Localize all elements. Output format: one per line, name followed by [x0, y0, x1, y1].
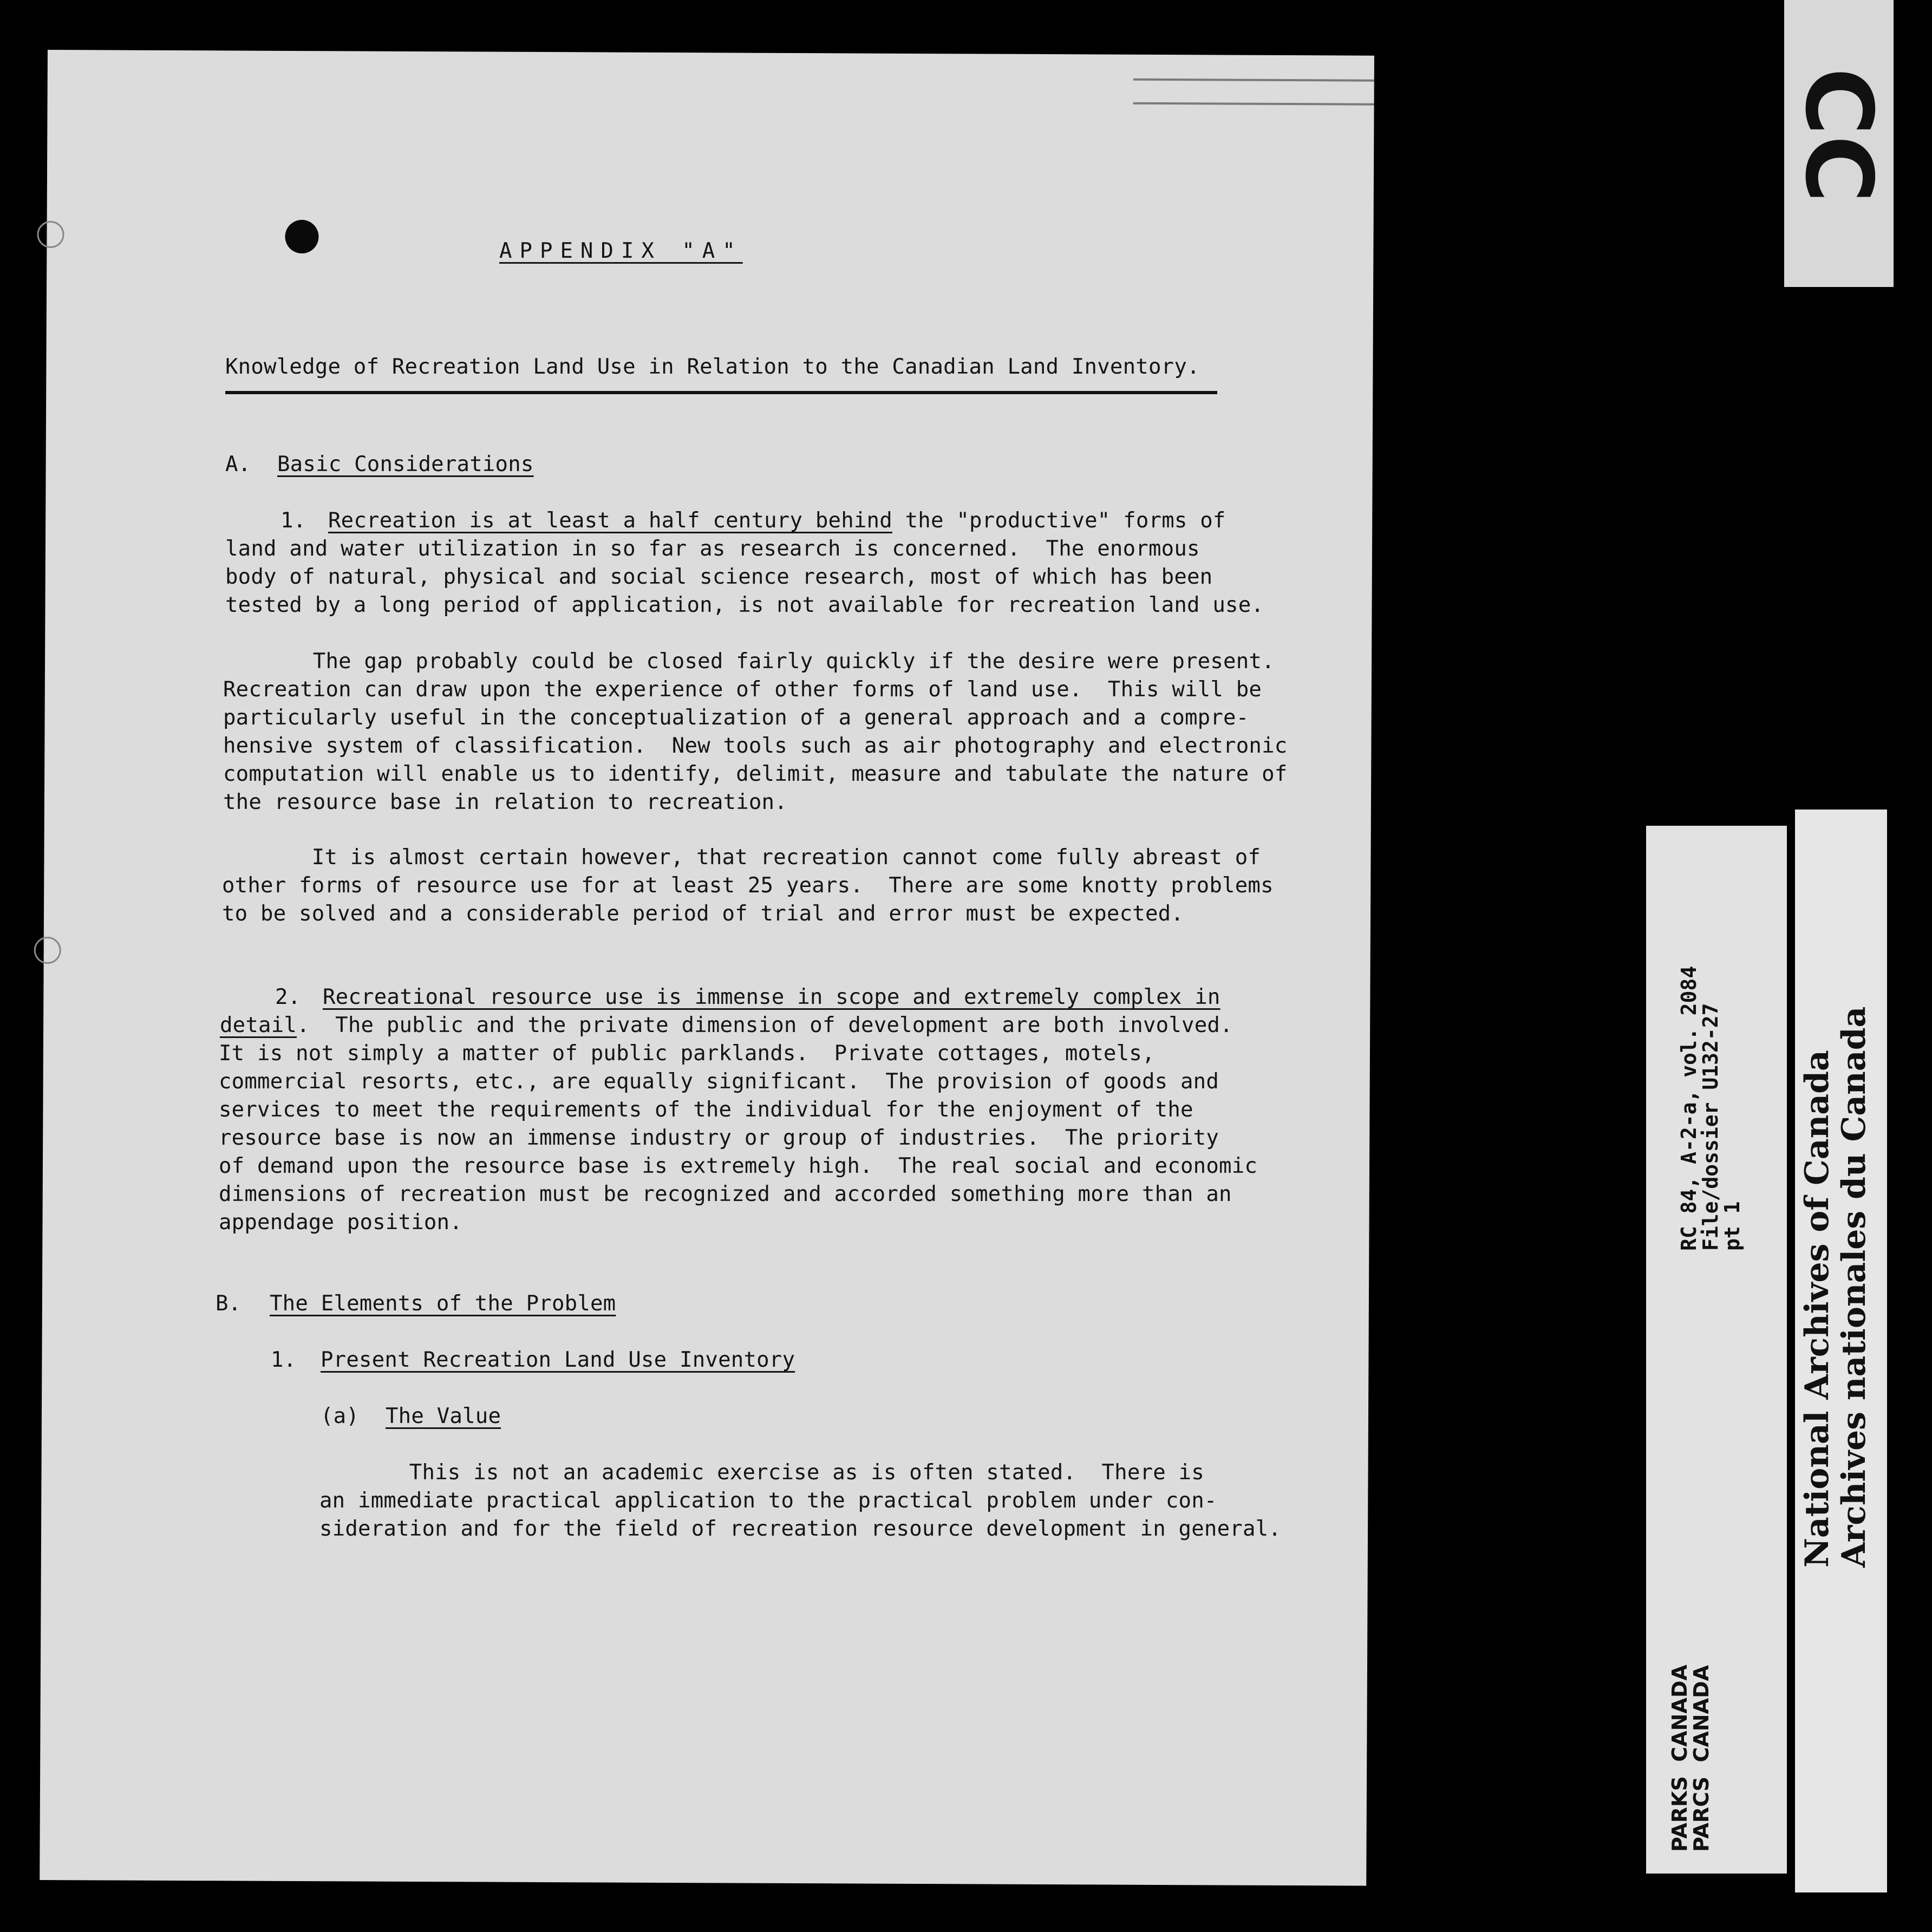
- section-b-heading: The Elements of the Problem: [270, 1291, 616, 1316]
- item-1-line: body of natural, physical and social science research, most of which has been: [225, 565, 1213, 589]
- top-rule: [1133, 79, 1374, 82]
- item-2-line: It is not simply a matter of public parklands. Private cottages, motels,: [219, 1041, 1155, 1066]
- item-2-line: services to meet the requirements of the individual for the enjoyment of the: [219, 1098, 1193, 1122]
- section-a-heading: Basic Considerations: [277, 452, 534, 477]
- paragraph-line: It is almost certain however, that recreation cannot come fully abreast of: [222, 845, 1261, 870]
- punch-hole: [285, 220, 318, 253]
- sub-a-label: (a): [321, 1404, 360, 1428]
- item-2-number: 2.: [275, 985, 301, 1009]
- paragraph-line: Recreation can draw upon the experience of other forms of land use. This will be: [223, 677, 1262, 702]
- item-1-line: land and water utilization in so far as research is concerned. The enormous: [225, 537, 1200, 561]
- item-2-underlined-lead-end: detail: [220, 1013, 297, 1037]
- subtitle-rule: [225, 391, 1217, 394]
- item-1-underlined-lead: Recreation is at least a half century behind: [328, 508, 892, 533]
- item-1-line: tested by a long period of application, is not available for recreation land use.: [225, 593, 1264, 617]
- item-2-line: resource base is now an immense industry or group of industries. The priority: [219, 1126, 1219, 1150]
- paragraph-line: the resource base in relation to recreation.: [223, 790, 787, 814]
- item-2-underlined-lead: Recreational resource use is immense in scope and extremely complex in: [323, 985, 1220, 1009]
- section-b-sub-heading: Present Recreation Land Use Inventory: [321, 1348, 795, 1372]
- item-1-line-rest: the "productive" forms of: [892, 508, 1226, 533]
- paragraph-line: to be solved and a considerable period of trial and error must be expected.: [222, 902, 1184, 926]
- section-a-letter: A.: [225, 452, 251, 477]
- section-b-sub-number: 1.: [271, 1348, 297, 1372]
- corner-tag-label: CC: [1785, 68, 1892, 203]
- sub-a-heading: The Value: [386, 1404, 501, 1428]
- paragraph-line: hensive system of classification. New tools such as air photography and electronic: [223, 734, 1288, 758]
- edge-ring-mark: [34, 937, 61, 964]
- document-page: [40, 50, 1374, 1886]
- parcs-canada-line: PARCS CANADA: [1689, 1665, 1713, 1852]
- paragraph-line: computation will enable us to identify, delimit, measure and tabulate the nature of: [223, 762, 1288, 786]
- item-1-number: 1.: [280, 508, 306, 533]
- reference-line: pt 1: [1720, 1201, 1744, 1251]
- parks-canada-line: PARKS CANADA: [1668, 1665, 1692, 1852]
- national-archives-line: National Archives of Canada: [1798, 1050, 1836, 1568]
- paragraph-line: particularly useful in the conceptualization of a general approach and a compre-: [223, 706, 1249, 730]
- paragraph-line: an immediate practical application to the practical problem under con-: [319, 1489, 1217, 1513]
- item-2-second-line: [220, 1011, 1233, 1040]
- archives-nationales-line: Archives nationales du Canada: [1835, 1006, 1873, 1568]
- item-1-first-line: [328, 507, 1226, 535]
- document-subtitle: Knowledge of Recreation Land Use in Relation to the Canadian Land Inventory.: [225, 355, 1200, 379]
- item-2-line: of demand upon the resource base is extremely high. The real social and economic: [219, 1154, 1258, 1178]
- paragraph-line: The gap probably could be closed fairly quickly if the desire were present.: [223, 649, 1275, 674]
- edge-ring-mark: [37, 221, 64, 248]
- top-rule: [1133, 102, 1374, 106]
- item-2-line: commercial resorts, etc., are equally significant. The provision of goods and: [219, 1069, 1219, 1094]
- item-2-line-rest: . The public and the private dimension of development are both involved.: [297, 1013, 1233, 1037]
- reference-line: RC 84, A-2-a, vol. 2084: [1677, 965, 1701, 1251]
- parks-canada-label-strip: [1646, 826, 1787, 1874]
- paragraph-line: sideration and for the field of recreation resource development in general.: [319, 1517, 1281, 1541]
- paragraph-line: This is not an academic exercise as is often stated. There is: [319, 1460, 1204, 1485]
- section-b-letter: B.: [216, 1291, 241, 1316]
- item-2-line: appendage position.: [219, 1210, 462, 1235]
- appendix-title: APPENDIX "A": [499, 239, 743, 263]
- paragraph-line: other forms of resource use for at least 25 years. There are some knotty problems: [222, 873, 1274, 898]
- item-2-line: dimensions of recreation must be recognized and accorded something more than an: [219, 1182, 1232, 1206]
- reference-line: File/dossier U132-27: [1699, 1003, 1722, 1251]
